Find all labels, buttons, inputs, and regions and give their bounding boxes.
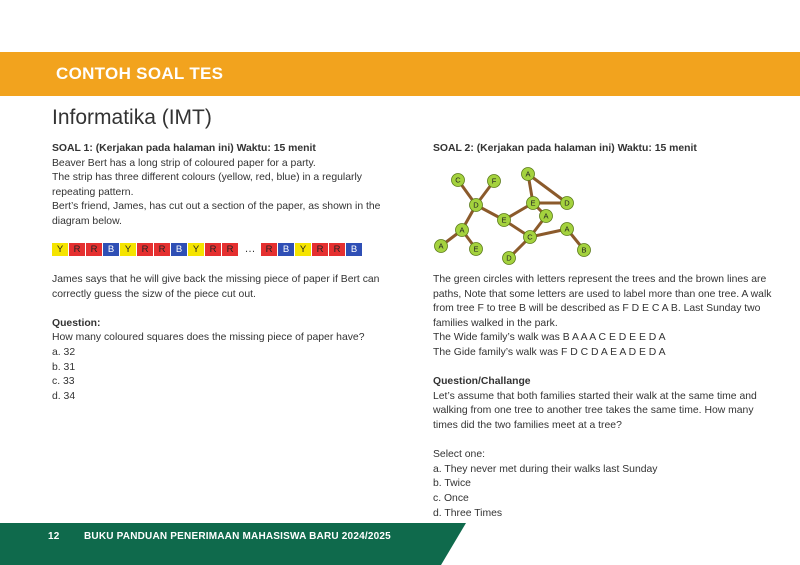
tree-label: A [459,225,465,235]
soal2-option: b. Twice [433,478,471,490]
soal1-statement: James says that he will give back the missing piece of paper if Bert can correctly guess the sizw of the piece cut out. [52,274,380,300]
soal2-question: Let’s assume that both families started their walk at the same time and walking from one tree to another tree takes the same time. How many times did the two families meet at a tree? [433,390,757,431]
soal1-question-block [52,273,402,404]
tree-label: D [506,253,512,263]
strip-cell: R [154,243,170,256]
soal1-column [52,142,402,230]
soal2-body [433,273,773,521]
soal1-paragraph: Bert’s friend, James, has cut out a section of the paper, as shown in the diagram below. [52,201,381,227]
footer-page-number: 12 [48,531,60,542]
strip-cell: R [137,243,153,256]
strip-cell: B [171,243,187,256]
strip-cell: Y [188,243,204,256]
footer-band [0,523,800,565]
strip-cell: R [329,243,345,256]
paper-strip [52,242,363,256]
section-title: Informatika (IMT) [52,106,212,129]
soal1-question: How many coloured squares does the missing piece of paper have? [52,332,365,344]
soal2-option: d. Three Times [433,507,503,519]
strip-cell: R [261,243,277,256]
strip-cell: R [222,243,238,256]
soal1-title: SOAL 1: (Kerjakan pada halaman ini) Waktu: 15 menit [52,143,316,154]
tree-label: E [530,198,536,208]
tree-label: B [581,245,587,255]
tree-label: C [455,175,461,185]
soal1-option: c. 33 [52,376,75,388]
tree-label: A [438,241,444,251]
strip-cell: B [278,243,294,256]
tree-label: C [527,232,533,242]
soal1-option: d. 34 [52,390,76,402]
strip-cell: B [103,243,119,256]
soal2-column [433,142,773,157]
strip-cell: R [205,243,221,256]
footer-shape [0,523,466,565]
strip-cell: B [346,243,362,256]
tree-label: D [473,200,479,210]
soal2-description: The green circles with letters represent the trees and the brown lines are paths, Note that some letters are used to label more than one tree. A walk from tree F to tree B will be described as F D E C A B. Last Sunday two families walked in the park. [433,274,772,329]
tree-label: A [564,224,570,234]
soal2-select-label: Select one: [433,449,485,461]
strip-cell: R [86,243,102,256]
strip-cell: R [69,243,85,256]
strip-ellipsis: … [244,243,256,255]
footer-book-title: BUKU PANDUAN PENERIMAAN MAHASISWA BARU 2024/2025 [84,531,391,542]
strip-cell: Y [295,243,311,256]
header-banner [0,52,800,96]
soal2-title: SOAL 2: (Kerjakan pada halaman ini) Waktu: 15 menit [433,143,697,154]
soal2-walk-wide: The Wide family’s walk was B A A A C E D E E D A [433,332,666,344]
soal1-option: a. 32 [52,346,76,358]
tree-label: E [501,215,507,225]
strip-cell: R [312,243,328,256]
soal1-option: b. 31 [52,361,76,373]
tree-label: F [491,176,497,186]
soal2-option: a. They never met during their walks last Sunday [433,463,658,475]
tree-label: E [473,244,479,254]
soal2-question-label: Question/Challange [433,376,531,388]
soal1-question-label: Question: [52,317,101,329]
soal2-walk-gide: The Gide family’s walk was F D C D A E A D E D A [433,346,666,358]
strip-cell: Y [52,243,68,256]
soal1-paragraph: The strip has three different colours (yellow, red, blue) in a regularly repeating pattern. [52,172,362,198]
tree-label: D [564,198,570,208]
tree-label: A [525,169,531,179]
soal1-paragraph: Beaver Bert has a long strip of coloured paper for a party. [52,157,316,169]
soal2-option: c. Once [433,492,469,504]
tree-path-graph [430,160,600,270]
strip-cell: Y [120,243,136,256]
banner-title: CONTOH SOAL TES [56,64,224,83]
path-lines [441,174,587,258]
tree-label: A [543,211,549,221]
